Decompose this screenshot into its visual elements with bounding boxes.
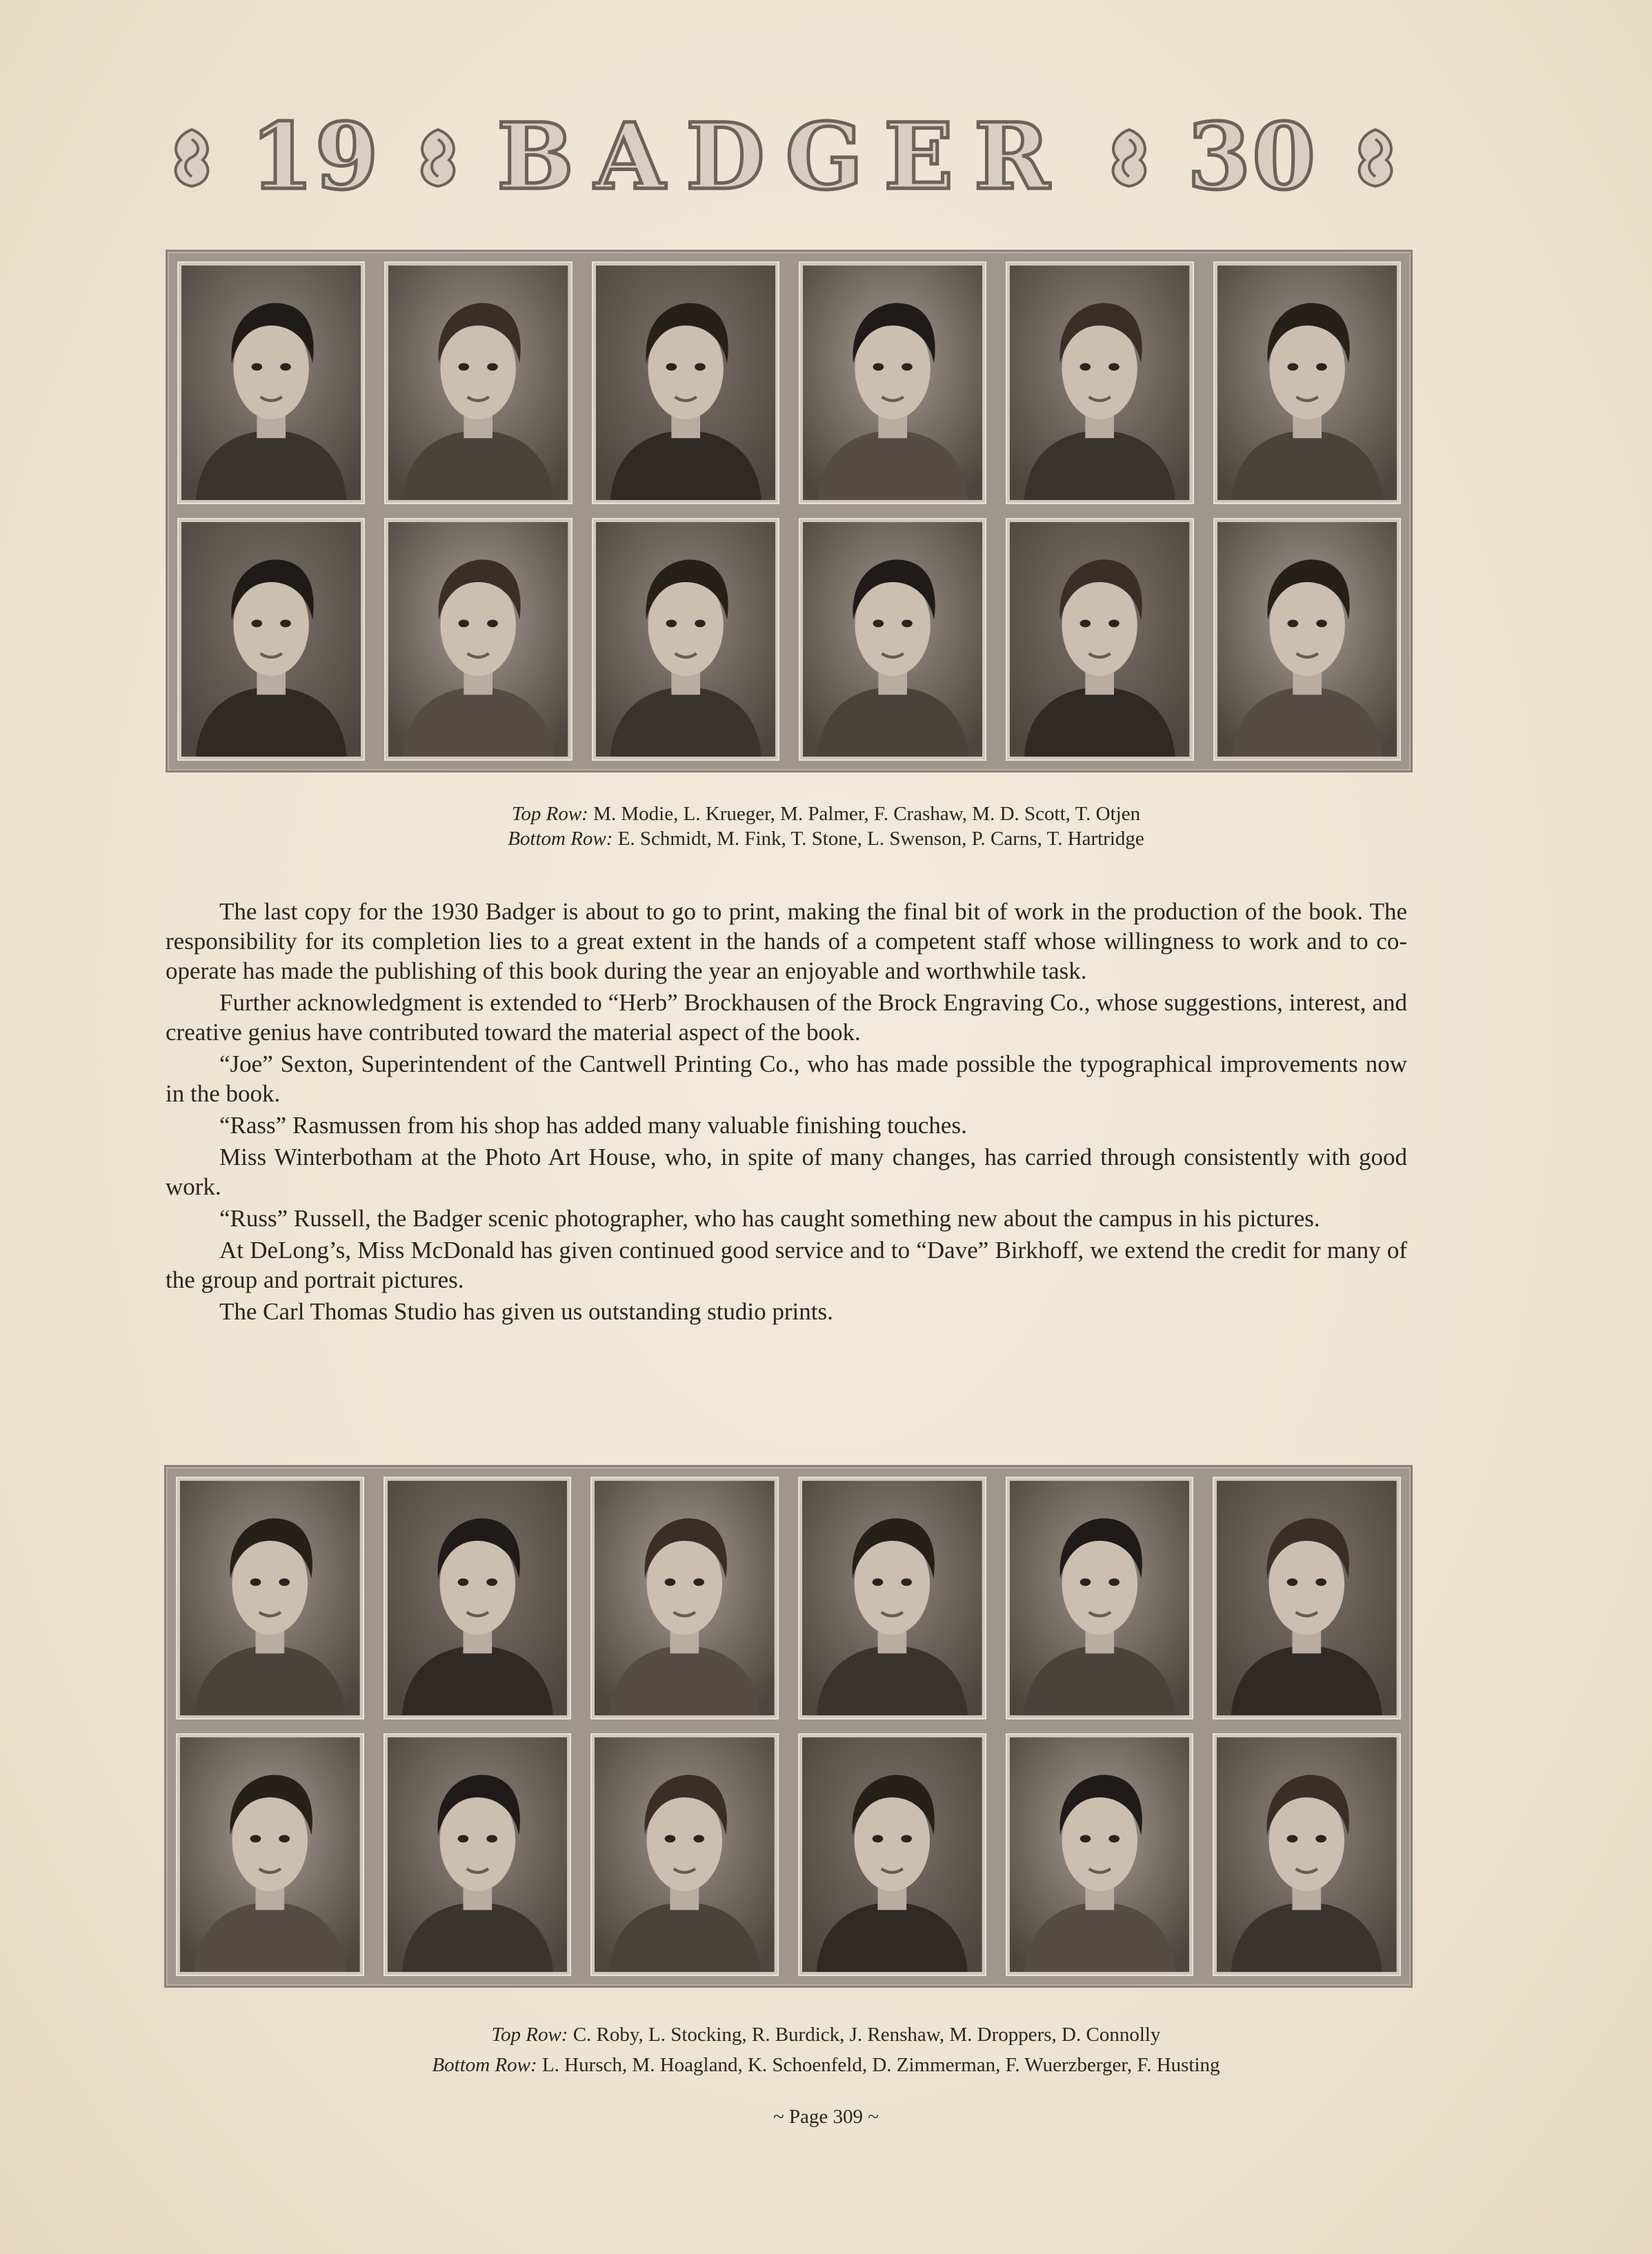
portrait-photo	[1213, 261, 1401, 504]
masthead-year-right: 30	[1187, 103, 1317, 210]
portrait-photo	[384, 261, 572, 504]
bottom-caption-top-row	[0, 2021, 1652, 2048]
portrait-photo	[592, 261, 779, 504]
portrait-photo	[799, 518, 986, 761]
portrait-photo	[1006, 518, 1193, 761]
masthead-badger: BADGER	[497, 103, 1071, 210]
portrait-photo	[1213, 1733, 1401, 1976]
paragraph: “Joe” Sexton, Superintendent of the Cantwell Printing Co., who has made possible the typographical improvements now in the book.	[166, 1050, 1407, 1107]
portrait-photo	[798, 1733, 986, 1976]
ornate-flourish-icon	[409, 124, 467, 190]
top-portrait-panel	[166, 250, 1413, 772]
portrait-photo	[1213, 518, 1401, 761]
paragraph: “Rass” Rasmussen from his shop has added many valuable finishing touches.	[219, 1112, 967, 1139]
portrait-photo	[384, 518, 572, 761]
caption-label: Bottom Row:	[508, 828, 613, 850]
paragraph: The Carl Thomas Studio has given us outstanding studio prints.	[219, 1298, 833, 1325]
caption-label: Bottom Row:	[432, 2054, 537, 2076]
ornate-flourish-icon	[163, 124, 221, 190]
portrait-photo	[1006, 261, 1193, 504]
caption-label: Top Row:	[511, 803, 588, 825]
portrait-photo	[177, 518, 365, 761]
portrait-photo	[1006, 1477, 1194, 1719]
paragraph: The last copy for the 1930 Badger is about to go to print, making the final bit of work in the production of the book. The responsibility for its completion lies to a great extent in the hands of a competent staff whose willingness to work and to co-operate has made the publishing of this book during the year an enjoyable and worthwhile task.	[166, 898, 1407, 984]
portrait-photo	[384, 1733, 572, 1976]
portrait-photo	[1213, 1477, 1401, 1719]
portrait-photo	[176, 1733, 364, 1976]
masthead-year-left: 19	[250, 103, 380, 210]
portrait-photo	[177, 261, 365, 504]
acknowledgment-text	[166, 897, 1407, 1328]
caption-names: C. Roby, L. Stocking, R. Burdick, J. Renshaw, M. Droppers, D. Connolly	[573, 2024, 1161, 2046]
portrait-photo	[176, 1477, 364, 1719]
caption-names: M. Modie, L. Krueger, M. Palmer, F. Crashaw, M. D. Scott, T. Otjen	[593, 803, 1141, 825]
portrait-photo	[798, 1477, 986, 1719]
portrait-photo	[384, 1477, 572, 1719]
caption-label: Top Row:	[491, 2024, 568, 2046]
portrait-photo	[1006, 1733, 1194, 1976]
bottom-caption-bottom-row	[0, 2051, 1652, 2079]
page-number: ~ Page 309 ~	[773, 2106, 879, 2128]
paragraph: Miss Winterbotham at the Photo Art House, who, in spite of many changes, has carried through consistently with good work.	[166, 1144, 1407, 1200]
ornate-flourish-icon	[1346, 124, 1404, 190]
top-caption-top-row	[0, 800, 1652, 828]
portrait-photo	[590, 1733, 779, 1976]
caption-names: L. Hursch, M. Hoagland, K. Schoenfeld, D. Zimmerman, F. Wuerzberger, F. Husting	[541, 2054, 1220, 2076]
portrait-photo	[799, 261, 986, 504]
paragraph: At DeLong’s, Miss McDonald has given continued good service and to “Dave” Birkhoff, we extend the credit for many of the group and portrait pictures.	[166, 1237, 1407, 1293]
paragraph: “Russ” Russell, the Badger scenic photographer, who has caught something new about the campus in his pictures.	[219, 1205, 1320, 1232]
portrait-photo	[592, 518, 779, 761]
bottom-portrait-panel	[164, 1465, 1413, 1988]
paragraph: Further acknowledgment is extended to “Herb” Brockhausen of the Brock Engraving Co., whose suggestions, interest, and creative genius have contributed toward the material aspect of the book.	[166, 989, 1407, 1046]
top-caption-bottom-row	[0, 825, 1652, 852]
masthead-title	[163, 103, 1404, 210]
portrait-photo	[590, 1477, 779, 1719]
caption-names: E. Schmidt, M. Fink, T. Stone, L. Swenson, P. Carns, T. Hartridge	[617, 828, 1144, 850]
ornate-flourish-icon	[1100, 124, 1158, 190]
